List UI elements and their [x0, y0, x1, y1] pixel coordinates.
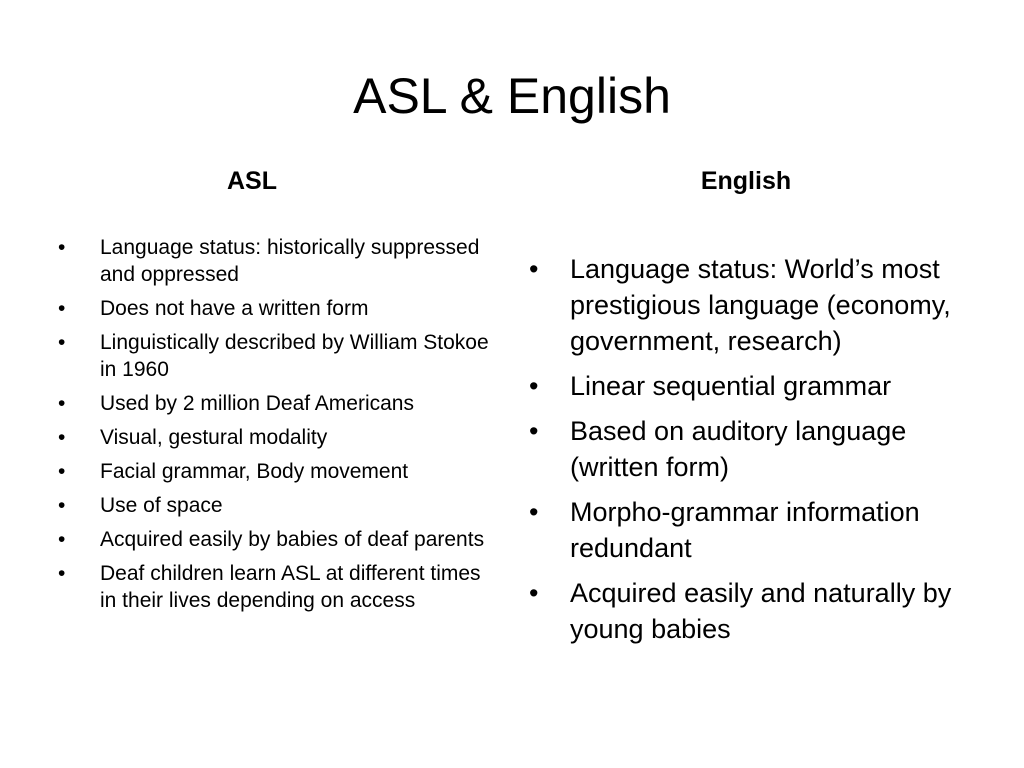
list-item-text: Acquired easily by babies of deaf parents — [100, 528, 485, 551]
list-item-text: Acquired easily and naturally by young babies — [570, 578, 952, 644]
bullet-icon: • — [529, 416, 539, 446]
list-item-text: Linear sequential grammar — [570, 371, 892, 401]
bullet-icon: • — [58, 297, 66, 320]
bullet-icon: • — [58, 562, 66, 585]
list-item — [58, 424, 498, 451]
bullet-icon: • — [58, 426, 66, 449]
list-item — [58, 492, 498, 519]
list-item — [527, 494, 967, 566]
asl-bullet-list — [58, 234, 498, 621]
bullet-icon: • — [58, 331, 66, 354]
bullet-icon: • — [529, 578, 539, 608]
bullet-icon: • — [529, 254, 539, 284]
list-item — [58, 526, 498, 553]
list-item-text: Does not have a written form — [100, 297, 369, 320]
bullet-icon: • — [58, 392, 66, 415]
english-column-heading: English — [700, 167, 792, 195]
list-item — [527, 251, 967, 359]
list-item — [58, 329, 498, 383]
list-item-text: Used by 2 million Deaf Americans — [100, 392, 414, 415]
list-item — [58, 560, 498, 614]
bullet-icon: • — [58, 460, 66, 483]
list-item-text: Language status: World’s most prestigious language (economy, government, research) — [570, 254, 951, 356]
list-item — [58, 458, 498, 485]
list-item-text: Deaf children learn ASL at different times in their lives depending on access — [100, 562, 481, 612]
list-item-text: Language status: historically suppressed and oppressed — [100, 236, 480, 286]
list-item-text: Based on auditory language (written form) — [570, 416, 907, 482]
list-item-text: Use of space — [100, 494, 223, 517]
asl-column-heading: ASL — [227, 167, 277, 195]
bullet-icon: • — [529, 371, 539, 401]
bullet-icon: • — [58, 494, 66, 517]
slide-title: ASL & English — [353, 68, 671, 124]
list-item-text: Facial grammar, Body movement — [100, 460, 409, 483]
list-item — [527, 575, 967, 647]
list-item — [527, 368, 967, 404]
english-bullet-list — [527, 251, 967, 656]
bullet-icon: • — [58, 236, 66, 259]
bullet-icon: • — [58, 528, 66, 551]
bullet-icon: • — [529, 497, 539, 527]
list-item-text: Visual, gestural modality — [100, 426, 328, 449]
list-item-text: Morpho-grammar information redundant — [570, 497, 920, 563]
list-item — [58, 390, 498, 417]
list-item-text: Linguistically described by William Stokoe in 1960 — [100, 331, 489, 381]
list-item — [58, 295, 498, 322]
list-item — [527, 413, 967, 485]
list-item — [58, 234, 498, 288]
